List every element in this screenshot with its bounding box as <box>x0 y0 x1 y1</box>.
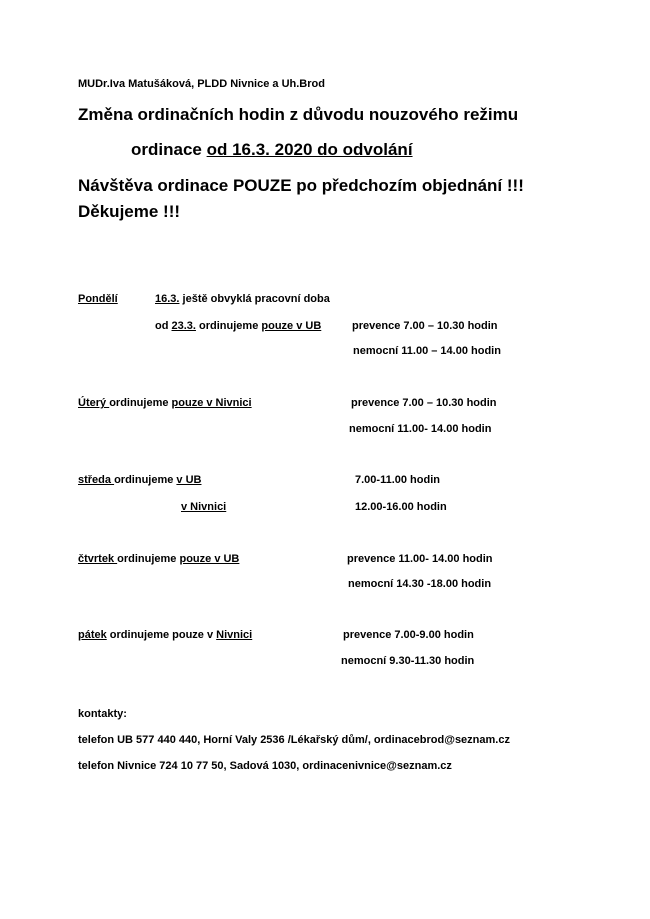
contact-nivnice: telefon Nivnice 724 10 77 50, Sadová 1030, ordinacenivnice@seznam.cz <box>78 760 452 772</box>
tuesday-prevence: prevence 7.00 – 10.30 hodin <box>351 397 497 409</box>
title-line-3: Návštěva ordinace POUZE po předchozím objednání !!! <box>78 176 524 195</box>
friday-day: pátek <box>78 629 107 641</box>
monday-from-line: od 23.3. ordinujeme pouze v UB <box>155 320 322 332</box>
thursday-line: čtvrtek ordinujeme pouze v UB <box>78 553 240 565</box>
wednesday-place-ub: v UB <box>176 474 202 486</box>
monday-from-date: 23.3. <box>171 320 196 332</box>
monday-note-text: ještě obvyklá pracovní doba <box>179 293 330 305</box>
tuesday-place: pouze v Nivnici <box>171 397 252 409</box>
title-line-4: Děkujeme !!! <box>78 202 181 221</box>
wednesday-day: středa <box>78 474 115 486</box>
wednesday-hours-ub: 7.00-11.00 hodin <box>355 474 440 486</box>
monday-note <box>155 293 330 305</box>
tuesday-nemocni: nemocní 11.00- 14.00 hodin <box>349 423 492 435</box>
friday-line: pátek ordinujeme pouze v Nivnici <box>78 629 253 641</box>
monday-date: 16.3. <box>155 293 180 305</box>
thursday-prevence: prevence 11.00- 14.00 hodin <box>347 553 493 565</box>
wednesday-place-nivnice: v Nivnici <box>181 501 227 513</box>
monday-prevence: prevence 7.00 – 10.30 hodin <box>352 320 498 332</box>
monday-day: Pondělí <box>78 293 118 305</box>
title-line-2-dates: od 16.3. 2020 do odvolání <box>206 140 413 159</box>
tuesday-day: Úterý <box>78 397 110 409</box>
title-line-1: Změna ordinačních hodin z důvodu nouzového režimu <box>78 105 519 124</box>
friday-nemocni: nemocní 9.30-11.30 hodin <box>341 655 475 667</box>
thursday-nemocni: nemocní 14.30 -18.00 hodin <box>348 578 492 590</box>
contact-ub: telefon UB 577 440 440, Horní Valy 2536 /Lékařský dům/, ordinacebrod@seznam.cz <box>78 734 510 746</box>
thursday-day: čtvrtek <box>78 553 118 565</box>
monday-nemocni: nemocní 11.00 – 14.00 hodin <box>353 345 501 357</box>
wednesday-line: středa ordinujeme v UB <box>78 474 202 486</box>
title-line-2 <box>131 140 413 160</box>
contacts-label: kontakty: <box>78 708 127 720</box>
friday-place: Nivnici <box>216 629 253 641</box>
tuesday-line: Úterý ordinujeme pouze v Nivnici <box>78 397 252 409</box>
wednesday-hours-nivnice: 12.00-16.00 hodin <box>355 501 447 513</box>
monday-place: pouze v UB <box>261 320 322 332</box>
author-line: MUDr.Iva Matušáková, PLDD Nivnice a Uh.Brod <box>78 78 325 90</box>
title-line-2-prefix: ordinace <box>131 140 207 159</box>
friday-prevence: prevence 7.00-9.00 hodin <box>343 629 474 641</box>
thursday-place: pouze v UB <box>179 553 240 565</box>
